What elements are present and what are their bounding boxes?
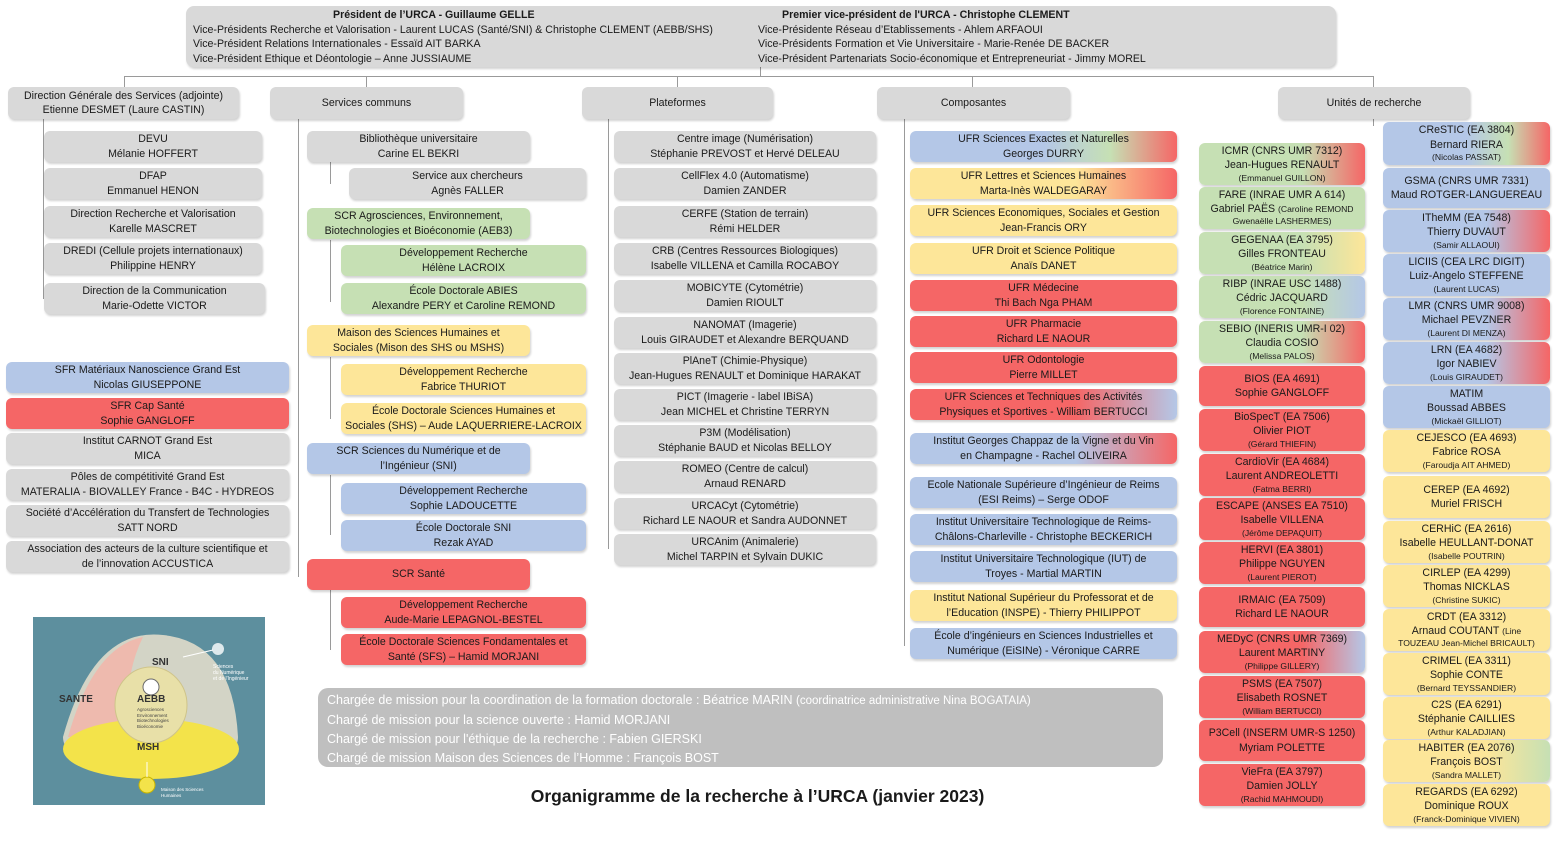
services-header: Services communs: [270, 87, 463, 119]
platform-item: CellFlex 4.0 (Automatisme) Damien ZANDER: [614, 168, 876, 199]
service-item: École Doctorale SNI Rezak AYAD: [341, 520, 586, 551]
component-item: UFR Droit et Science Politique Anaïs DANET: [910, 243, 1177, 274]
component-item: UFR Pharmacie Richard LE NAOUR: [910, 316, 1177, 347]
component-item: École d’ingénieurs en Sciences Industrielles et Numérique (EiSINe) - Véronique CARRE: [910, 628, 1177, 659]
partner-box: Pôles de compétitivité Grand Est MATERALIA - BIOVALLEY France - B4C - HYDREOS: [6, 469, 289, 500]
partner-box: SFR Matériaux Nanoscience Grand Est Nicolas GIUSEPPONE: [6, 362, 289, 393]
figure-label-sni: SNI: [152, 657, 169, 668]
component-item: Institut Georges Chappaz de la Vigne et du Vin en Champagne - Rachel OLIVEIRA: [910, 433, 1177, 464]
connector: [330, 162, 331, 184]
service-item: Maison des Sciences Humaines et Sociales (Mison des SHS ou MSHS): [307, 325, 530, 356]
platform-item: URCAnim (Animalerie) Michel TARPIN et Sylvain DUKIC: [614, 534, 876, 565]
figure-caption-sni: Sciences du Numérique et de l'Ingénieur: [213, 664, 249, 682]
vp-line: Vice-Président Partenariats Socio-économique et Entrepreneuriat - Jimmy MOREL: [758, 52, 1146, 65]
unit-item: C2S (EA 6291) Stéphanie CAILLIES (Arthur KALADJIAN): [1383, 697, 1550, 739]
component-item: Ecole Nationale Supérieure d’Ingénieur de Reims (ESI Reims) – Serge ODOF: [910, 477, 1177, 508]
unit-item: CReSTIC (EA 3804) Bernard RIERA (Nicolas PASSAT): [1383, 122, 1550, 165]
figure-label-aebb: AEBB: [137, 694, 166, 705]
partner-box: Association des acteurs de la culture scientifique et de l’innovation ACCUSTICA: [6, 541, 289, 572]
unit-item: LRN (EA 4682) Igor NABIEV (Louis GIRAUDET): [1383, 342, 1550, 384]
service-item: École Doctorale Sciences Humaines et Sociales (SHS) – Aude LAQUERRIERE-LACROIX: [341, 403, 586, 434]
platform-item: Centre image (Numérisation) Stéphanie PREVOST et Hervé DELEAU: [614, 131, 876, 162]
connector: [330, 357, 331, 419]
service-item: Bibliothèque universitaire Carine EL BEKRI: [307, 131, 530, 162]
connector: [124, 76, 1374, 77]
president-title: Président de l’URCA - Guillaume GELLE: [333, 9, 535, 21]
service-item: SCR Sciences du Numérique et de l’Ingénieur (SNI): [307, 443, 530, 474]
vp-line: Vice-Présidents Recherche et Valorisation - Laurent LUCAS (Santé/SNI) & Christophe CLEMENT (AEBB/SHS): [193, 23, 713, 36]
connector: [298, 119, 299, 577]
unit-item: HERVI (EA 3801) Philippe NGUYEN (Laurent PIEROT): [1199, 542, 1365, 584]
page-title: Organigramme de la recherche à l’URCA (janvier 2023): [530, 786, 985, 806]
figure-caption-aebb: Agrosciences Environnement Biotechnologies Bioéconomie: [137, 707, 169, 729]
mission-line: Chargé de mission pour l'éthique de la recherche : Fabien GIERSKI: [327, 732, 702, 746]
unit-item: ICMR (CNRS UMR 7312) Jean-Hugues RENAULT (Emmanuel GUILLON): [1199, 143, 1365, 185]
partner-box: Institut CARNOT Grand Est MICA: [6, 433, 289, 464]
figure-label-sante: SANTE: [59, 694, 93, 705]
platform-item: CERFE (Station de terrain) Rémi HELDER: [614, 206, 876, 237]
service-item: École Doctorale Sciences Fondamentales et Santé (SFS) – Hamid MORJANI: [341, 634, 586, 665]
connector: [904, 119, 905, 646]
presidency-block: [186, 6, 1336, 67]
service-item: École Doctorale ABIES Alexandre PERY et Caroline REMOND: [341, 283, 586, 314]
component-item: UFR Sciences Exactes et Naturelles Georges DURRY: [910, 131, 1177, 162]
unit-item: BIOS (EA 4691) Sophie GANGLOFF: [1199, 366, 1365, 406]
platform-item: MOBICYTE (Cytométrie) Damien RIOULT: [614, 280, 876, 311]
connector: [760, 67, 761, 77]
service-item: Développement Recherche Sophie LADOUCETTE: [341, 483, 586, 514]
unit-item: BioSpecT (EA 7506) Olivier PIOT (Gérard THIEFIN): [1199, 409, 1365, 451]
service-item: Service aux chercheurs Agnès FALLER: [349, 168, 586, 199]
platform-item: ROMEO (Centre de calcul) Arnaud RENARD: [614, 461, 876, 492]
component-item: UFR Sciences Economiques, Sociales et Gestion Jean-Francis ORY: [910, 205, 1177, 236]
platform-item: CRB (Centres Ressources Biologiques) Isabelle VILLENA et Camilla ROCABOY: [614, 243, 876, 274]
unit-item: VieFra (EA 3797) Damien JOLLY (Rachid MAHMOUDI): [1199, 764, 1365, 806]
dgs-item: DEVU Mélanie HOFFERT: [44, 131, 262, 162]
unit-item: IRMAIC (EA 7509) Richard LE NAOUR: [1199, 587, 1365, 627]
unit-item: LMR (CNRS UMR 9008) Michael PEVZNER (Laurent DI MENZA): [1383, 298, 1550, 340]
platforms-header: Plateformes: [582, 87, 773, 119]
unit-item: CEJESCO (EA 4693) Fabrice ROSA (Faroudja AIT AHMED): [1383, 430, 1550, 472]
dgs-header: Direction Générale des Services (adjointe) Etienne DESMET (Laure CASTIN): [8, 87, 239, 119]
platform-item: P3M (Modélisation) Stéphanie BAUD et Nicolas BELLOY: [614, 425, 876, 456]
component-item: UFR Sciences et Techniques des Activités Physiques et Sportives - William BERTUCCI: [910, 389, 1177, 420]
component-item: Institut Universitaire Technologique de Reims- Châlons-Charleville - Christophe BECKERICH: [910, 514, 1177, 545]
vp-line: Vice-Président Ethique et Déontologie – Anne JUSSIAUME: [193, 52, 472, 65]
unit-item: FARE (INRAE UMR A 614) Gabriel PAËS (Caroline REMOND Gwenaëlle LASHERMES): [1199, 187, 1365, 229]
unit-item: GEGENAA (EA 3795) Gilles FRONTEAU (Béatrice Marin): [1199, 232, 1365, 274]
unit-item: CIRLEP (EA 4299) Thomas NICKLAS (Christine SUKIC): [1383, 565, 1550, 607]
connector: [1373, 119, 1374, 126]
connector: [608, 119, 609, 549]
mission-line: Chargé de mission Maison des Sciences de l’Homme : François BOST: [327, 751, 719, 765]
figure-label-msh: MSH: [137, 742, 160, 753]
service-item: Développement Recherche Fabrice THURIOT: [341, 364, 586, 395]
unit-item: LICIIS (CEA LRC DIGIT) Luiz-Angelo STEFFENE (Laurent LUCAS): [1383, 254, 1550, 296]
service-item: SCR Santé: [307, 559, 530, 590]
unit-item: ITheMM (EA 7548) Thierry DUVAUT (Samir ALLAOUI): [1383, 210, 1550, 252]
platform-item: NANOMAT (Imagerie) Louis GIRAUDET et Alexandre BERQUAND: [614, 317, 876, 348]
missions-box: [318, 688, 1163, 767]
unit-item: ESCAPE (ANSES EA 7510) Isabelle VILLENA (Jérôme DEPAQUIT): [1199, 498, 1365, 540]
vp-line: Vice-Présidents Formation et Vie Universitaire - Marie-Renée DE BACKER: [758, 38, 1110, 50]
connector: [330, 590, 331, 650]
connector: [330, 240, 331, 302]
unit-item: MEDyC (CNRS UMR 7369) Laurent MARTINY (Philippe GILLERY): [1199, 631, 1365, 673]
service-item: Développement Recherche Hélène LACROIX: [341, 245, 586, 276]
component-item: Institut National Supérieur du Professorat et de l’Education (INSPE) - Thierry PHILIPPOT: [910, 590, 1177, 621]
connector: [330, 475, 331, 535]
dgs-item: Direction de la Communication Marie-Odette VICTOR: [44, 283, 265, 314]
dgs-item: DFAP Emmanuel HENON: [44, 168, 262, 199]
thematic-figure: [33, 617, 265, 805]
unit-item: PSMS (EA 7507) Elisabeth ROSNET (William BERTUCCI): [1199, 676, 1365, 718]
unit-item: CERHiC (EA 2616) Isabelle HEULLANT-DONAT (Isabelle POUTRIN): [1383, 521, 1550, 563]
partner-box: SFR Cap Santé Sophie GANGLOFF: [6, 398, 289, 429]
dgs-item: Direction Recherche et Valorisation Karelle MASCRET: [44, 206, 262, 237]
mission-line: Chargé de mission pour la science ouverte : Hamid MORJANI: [327, 713, 671, 727]
unit-item: GSMA (CNRS UMR 7331) Maud ROTGER-LANGUEREAU: [1383, 168, 1550, 208]
platform-item: PlAneT (Chimie-Physique) Jean-Hugues RENAULT et Dominique HARAKAT: [614, 353, 876, 384]
unit-item: CEREP (EA 4692) Muriel FRISCH: [1383, 476, 1550, 518]
unit-item: CardioVir (EA 4684) Laurent ANDREOLETTI (Fatma BERRI): [1199, 454, 1365, 496]
vp-line: Vice-Président Relations Internationales - Essaïd AIT BARKA: [193, 38, 481, 50]
unit-item: MATIM Boussad ABBES (Mickaël GILLIOT): [1383, 386, 1550, 428]
figure-caption-msh: Maison des Sciences Humaines: [161, 787, 204, 798]
platform-item: PICT (Imagerie - label IBiSA) Jean MICHEL et Christine TERRYN: [614, 389, 876, 420]
component-item: Institut Universitaire Technologique (IUT) de Troyes - Martial MARTIN: [910, 551, 1177, 582]
service-item: SCR Agrosciences, Environnement, Biotechnologies et Bioéconomie (AEB3): [307, 208, 530, 239]
partner-box: Société d’Accélération du Transfert de Technologies SATT NORD: [6, 505, 289, 536]
vp-line: Vice-Présidente Réseau d’Etablissements - Ahlem ARFAOUI: [758, 23, 1043, 36]
unit-item: CRIMEL (EA 3311) Sophie CONTE (Bernard TEYSSANDIER): [1383, 653, 1550, 695]
platform-item: URCACyt (Cytométrie) Richard LE NAOUR et Sandra AUDONNET: [614, 498, 876, 529]
unit-item: SEBIO (INERIS UMR-I 02) Claudia COSIO (Melissa PALOS): [1199, 321, 1365, 363]
mission-line: Chargée de mission pour la coordination de la formation doctorale : Béatrice MARIN (coordinatrice administrative Nina BOGATAIA): [327, 693, 1031, 707]
service-item: Développement Recherche Aude-Marie LEPAGNOL-BESTEL: [341, 597, 586, 628]
units-header: Unités de recherche: [1278, 87, 1470, 119]
unit-item: REGARDS (EA 6292) Dominique ROUX (Franck-Dominique VIVIEN): [1383, 784, 1550, 826]
unit-item: P3Cell (INSERM UMR-S 1250) Myriam POLETTE: [1199, 720, 1365, 761]
component-item: UFR Odontologie Pierre MILLET: [910, 352, 1177, 383]
unit-item: RIBP (INRAE USC 1488) Cédric JACQUARD (Florence FONTAINE): [1199, 276, 1365, 318]
dgs-item: DREDI (Cellule projets internationaux) Philippine HENRY: [44, 243, 262, 274]
components-header: Composantes: [877, 87, 1070, 119]
component-item: UFR Lettres et Sciences Humaines Marta-Inès WALDEGARAY: [910, 168, 1177, 199]
unit-item: HABITER (EA 2076) François BOST (Sandra MALLET): [1383, 740, 1550, 782]
first-vp-title: Premier vice-président de l'URCA - Christophe CLEMENT: [782, 9, 1070, 21]
unit-item: CRDT (EA 3312) Arnaud COUTANT (Line TOUZEAU Jean-Michel BRICAULT): [1383, 609, 1550, 651]
component-item: UFR Médecine Thi Bach Nga PHAM: [910, 280, 1177, 311]
